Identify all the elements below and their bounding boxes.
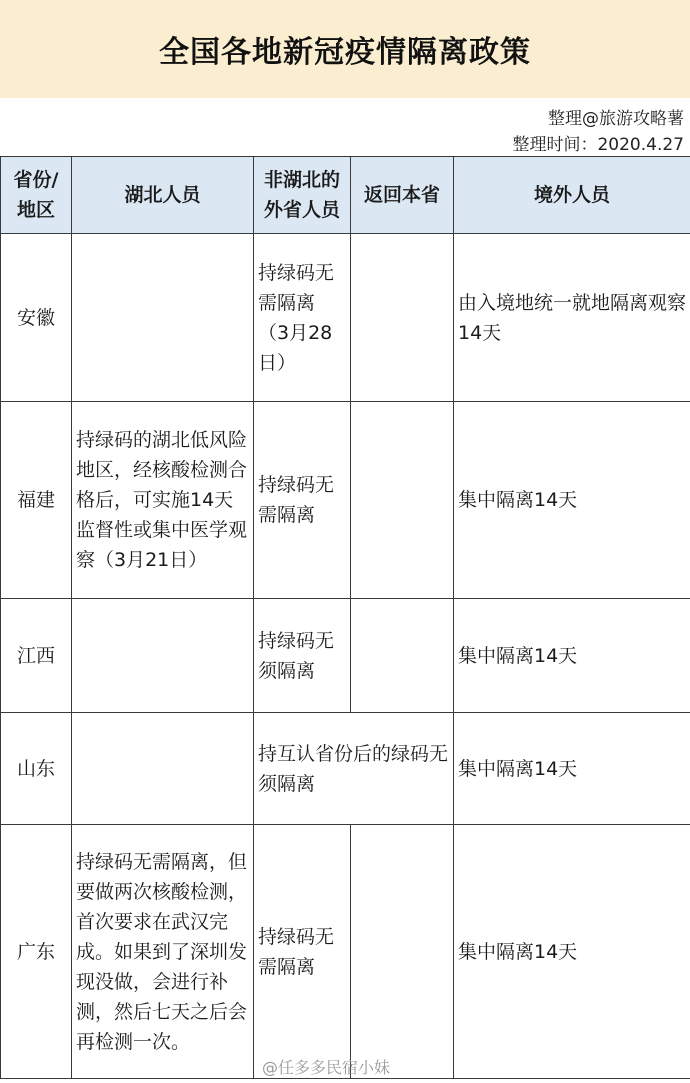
cell-hubei bbox=[72, 599, 254, 713]
header-hubei: 湖北人员 bbox=[72, 157, 254, 234]
page-title: 全国各地新冠疫情隔离政策 bbox=[159, 35, 531, 70]
cell-other-and-return-merged: 持互认省份后的绿码无须隔离 bbox=[254, 713, 454, 825]
watermark: @任多多民宿小妹 bbox=[262, 1058, 391, 1077]
cell-overseas: 由入境地统一就地隔离观察14天 bbox=[454, 234, 690, 402]
header-return-home: 返回本省 bbox=[351, 157, 454, 234]
cell-province: 山东 bbox=[1, 713, 72, 825]
compiler-credit: 整理@旅游攻略薯 bbox=[548, 109, 684, 129]
cell-other-province: 持绿码无需隔离（3月28日） bbox=[254, 234, 351, 402]
cell-province: 安徽 bbox=[1, 234, 72, 402]
cell-return-home bbox=[351, 825, 454, 1079]
cell-hubei: 持绿码的湖北低风险地区，经核酸检测合格后，可实施14天监督性或集中医学观察（3月21日） bbox=[72, 402, 254, 599]
header-row bbox=[1, 157, 690, 234]
cell-return-home bbox=[351, 599, 454, 713]
cell-overseas: 集中隔离14天 bbox=[454, 599, 690, 713]
table-row bbox=[1, 234, 690, 402]
header-province: 省份/地区 bbox=[1, 157, 72, 234]
table-row bbox=[1, 825, 690, 1079]
cell-province: 广东 bbox=[1, 825, 72, 1079]
cell-other-province: 持绿码无需隔离 bbox=[254, 825, 351, 1079]
cell-hubei bbox=[72, 713, 254, 825]
policy-table bbox=[0, 156, 690, 1079]
cell-overseas: 集中隔离14天 bbox=[454, 825, 690, 1079]
title-banner bbox=[0, 0, 690, 98]
compile-date: 整理时间：2020.4.27 bbox=[512, 135, 684, 155]
cell-overseas: 集中隔离14天 bbox=[454, 402, 690, 599]
table-row bbox=[1, 402, 690, 599]
cell-province: 江西 bbox=[1, 599, 72, 713]
header-other-province: 非湖北的外省人员 bbox=[254, 157, 351, 234]
cell-overseas: 集中隔离14天 bbox=[454, 713, 690, 825]
cell-return-home bbox=[351, 402, 454, 599]
cell-other-province: 持绿码无须隔离 bbox=[254, 599, 351, 713]
cell-hubei bbox=[72, 234, 254, 402]
cell-return-home bbox=[351, 234, 454, 402]
cell-hubei: 持绿码无需隔离，但要做两次核酸检测，首次要求在武汉完成。如果到了深圳发现没做，会进行补测，然后七天之后会再检测一次。 bbox=[72, 825, 254, 1079]
table-row bbox=[1, 599, 690, 713]
cell-province: 福建 bbox=[1, 402, 72, 599]
cell-other-province: 持绿码无需隔离 bbox=[254, 402, 351, 599]
table-row bbox=[1, 713, 690, 825]
header-overseas: 境外人员 bbox=[454, 157, 690, 234]
